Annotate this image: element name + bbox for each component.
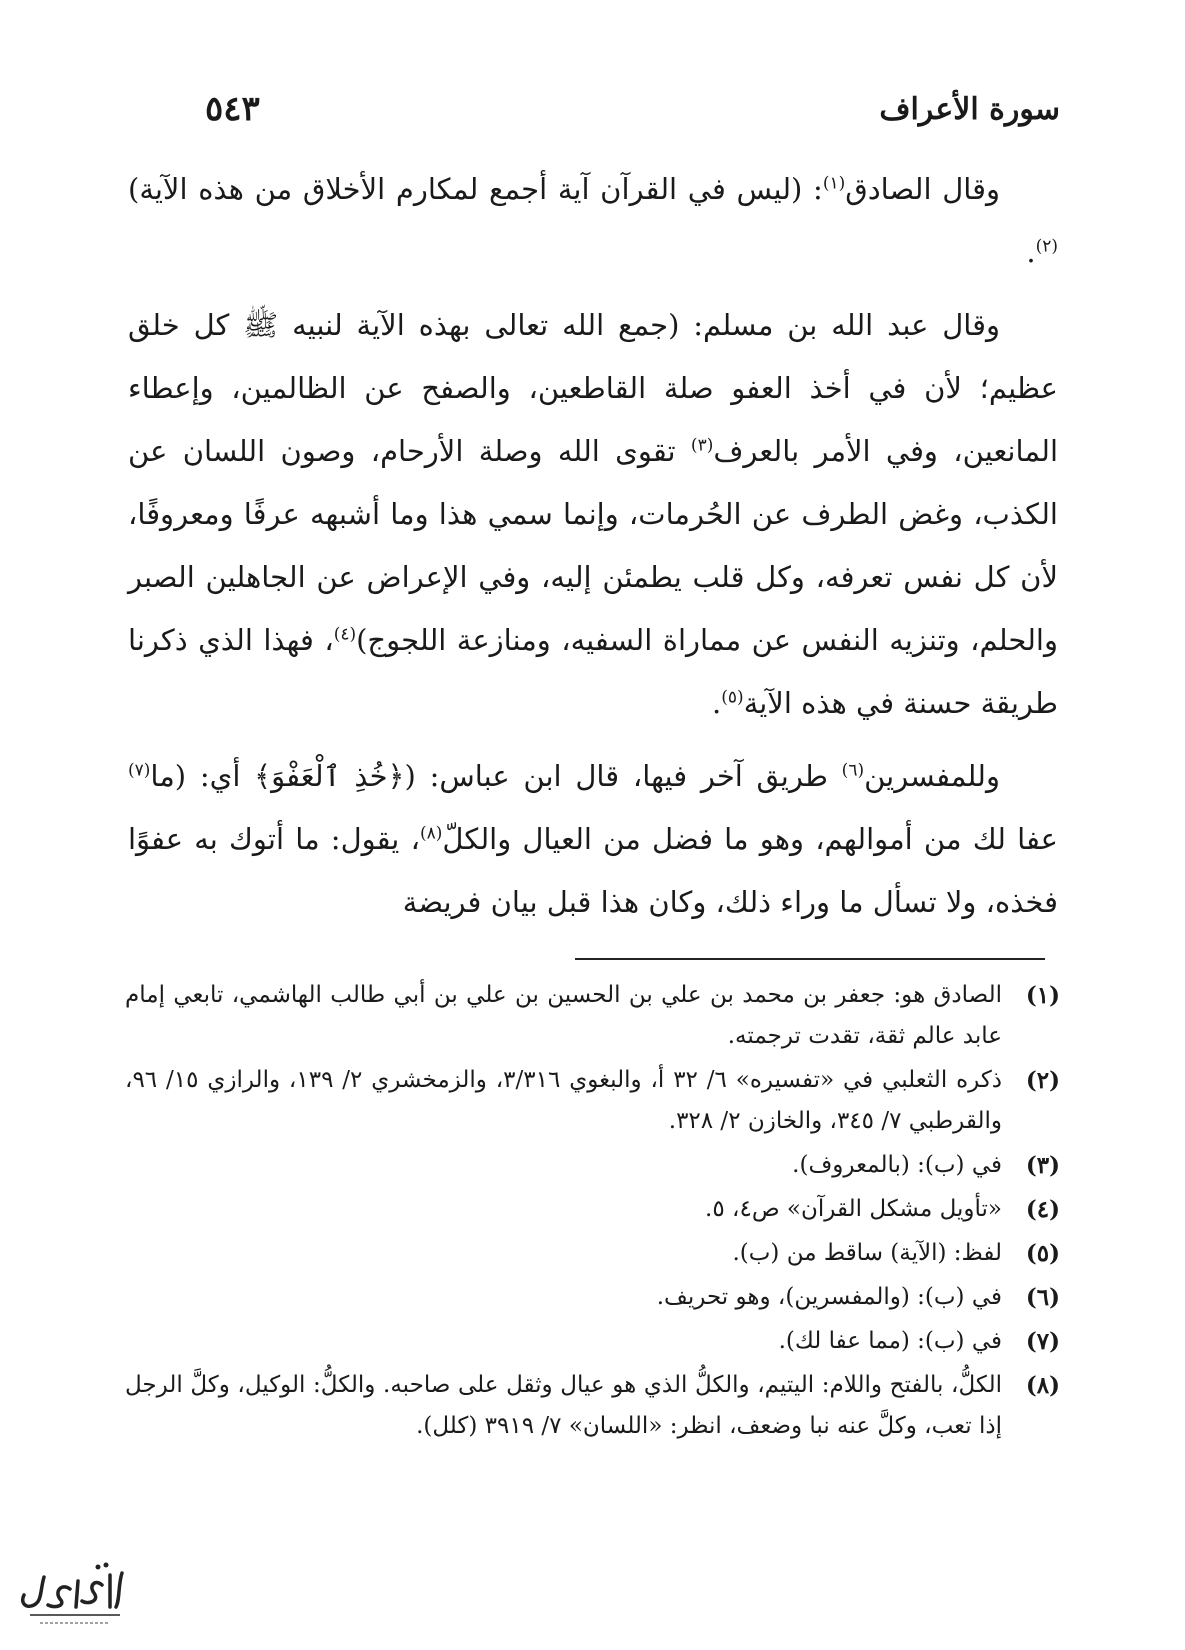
footnote: [125, 975, 1060, 1057]
page-number: ٥٤٣: [205, 89, 260, 129]
footnote: [125, 1060, 1060, 1142]
footnote-ref: (٧): [128, 760, 151, 781]
footnote-text: في (ب): (بالمعروف).: [792, 1152, 1002, 1178]
text-run: وقال عبد الله بن مسلم: (جمع الله تعالى بهذه الآية لنبيه ﷺ كل خلق عظيم؛ لأن في أخذ العفو صلة القاطعين، والصفح عن الظالمين، وإعطاء المانعين، وفي الأمر بالعرف: [128, 308, 1058, 468]
footnote-number: (٥): [1025, 1240, 1060, 1267]
footnote: [125, 1365, 1060, 1447]
footnote-number: (٦): [1025, 1284, 1060, 1311]
text-run: عفا لك من أموالهم، وهو ما فضل من العيال والكلّ: [442, 822, 1058, 856]
footnote-text: «تأويل مشكل القرآن» ص٤، ٥.: [705, 1196, 1002, 1222]
surah-title: سورة الأعراف: [879, 91, 1060, 127]
text-run: .: [712, 686, 722, 720]
text-run: تقوى الله وصلة الأرحام، وصون اللسان عن الكذب، وغض الطرف عن الحُرمات، وإنما سمي هذا وما أشبهه عرفًا ومعروفًا، لأن كل نفس تعرفه، وكل قلب يطمئن إليه، وفي الإعراض عن الجاهلين الصبر والحلم، وتنزيه النفس عن مماراة السفيه، ومنازعة اللجوج): [128, 434, 1058, 657]
text-run: ، فهذا الذي ذكرنا طريقة حسنة في هذه الآية: [128, 623, 1058, 720]
footnote-number: (٨): [1025, 1372, 1060, 1399]
footnote-text: لفظ: (الآية) ساقط من (ب).: [732, 1240, 1002, 1266]
footnote-number: (٤): [1025, 1196, 1060, 1223]
publisher-logo-icon: [10, 1555, 130, 1635]
footnote-ref: (٣): [690, 435, 714, 456]
footnote-number: (١): [1025, 982, 1060, 1009]
footnote: [125, 1145, 1060, 1186]
footnote-text: في (ب): (والمفسرين)، وهو تحريف.: [656, 1284, 1002, 1310]
footnote-ref: (٢): [1035, 236, 1058, 257]
footnote-ref: (٤): [333, 624, 357, 645]
text-run: .: [1026, 235, 1036, 269]
footnote-text: في (ب): (مما عفا لك).: [778, 1328, 1002, 1354]
footnote-ref: (٦): [841, 760, 865, 781]
footnote-number: (٣): [1025, 1152, 1060, 1179]
footnote-text: ذكره الثعلبي في «تفسيره» ٦/ ٣٢ أ، والبغوي ٣/٣١٦، والزمخشري ٢/ ١٣٩، والرازي ١٥/ ٩٦، والقرطبي ٧/ ٣٤٥، والخازن ٢/ ٣٢٨.: [125, 1067, 1003, 1134]
paragraph-3: [128, 745, 1058, 934]
footnote-ref: (١): [822, 173, 846, 194]
text-run: وللمفسرين: [864, 759, 1000, 793]
text-run: ، يقول: ما أتوك به عفوًا فخذه، ولا تسأل ما وراء ذلك، وكان هذا قبل بيان فريضة: [128, 822, 1058, 919]
footnote-ref: (٥): [721, 687, 744, 708]
text-run: وقال الصادق: [845, 172, 1000, 206]
footnote-ref: (٨): [419, 823, 443, 844]
text-run: : (ليس في القرآن آية أجمع لمكارم الأخلاق من هذه الآية): [128, 172, 823, 206]
footnote: [125, 1189, 1060, 1230]
paragraph-1: [128, 158, 1058, 284]
footnote-separator: [575, 958, 1045, 960]
page-header: [205, 84, 1060, 134]
footnote-number: (٢): [1025, 1067, 1060, 1094]
paragraph-2: [128, 294, 1058, 735]
footnotes: [125, 975, 1060, 1450]
footnote-number: (٧): [1025, 1328, 1060, 1355]
footnote: [125, 1233, 1060, 1274]
footnote: [125, 1277, 1060, 1318]
footnote-text: الكلُّ، بالفتح واللام: اليتيم، والكلُّ الذي هو عيال وثقل على صاحبه. والكلُّ: الوكيل، وكلَّ الرجل إذا تعب، وكلَّ عنه نبا وضعف، انظر: «اللسان» ٧/ ٣٩١٩ (كلل).: [125, 1372, 1002, 1439]
text-run: طريق آخر فيها، قال ابن عباس: (﴿خُذِ ٱلْعَفْوَ﴾ أي: (ما: [150, 759, 842, 793]
footnote: [125, 1321, 1060, 1362]
main-text: [128, 158, 1058, 934]
footnote-text: الصادق هو: جعفر بن محمد بن علي بن الحسين بن علي بن أبي طالب الهاشمي، تابعي إمام عابد عالم ثقة، تقدت ترجمته.: [125, 982, 1002, 1049]
